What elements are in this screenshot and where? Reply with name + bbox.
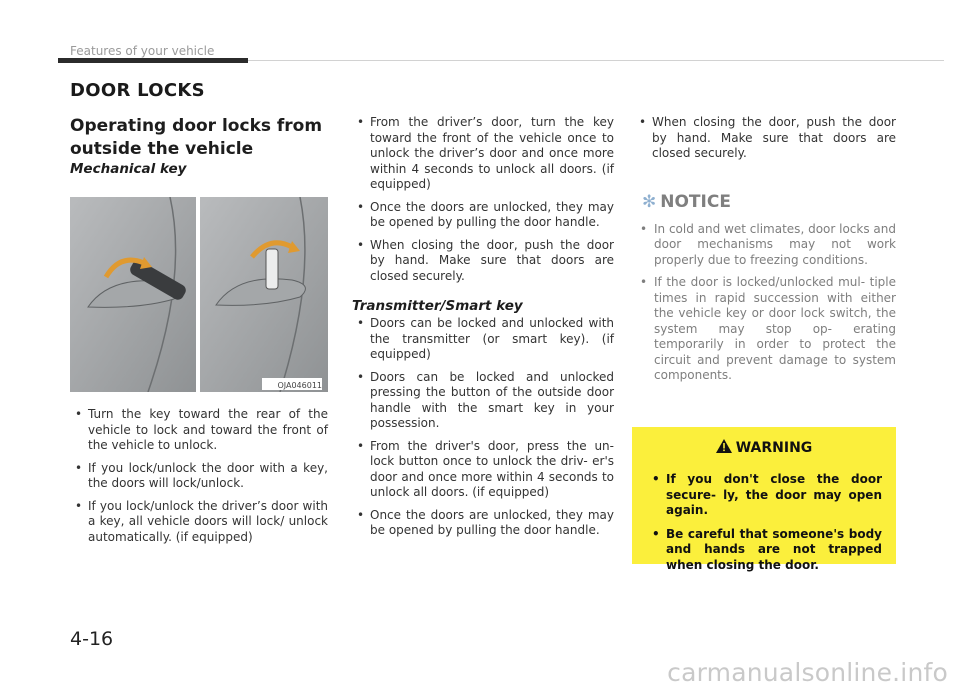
subheading-mechanical-key: Mechanical key [70, 161, 187, 177]
list-item: • In cold and wet climates, door locks and door mechanisms may not work properly due to freezing conditions. [640, 221, 896, 267]
column-3 [634, 115, 896, 391]
list-item: • Turn the key toward the rear of the vehicle to lock and toward the front of the vehicle to unlock. [75, 407, 328, 452]
subheading-transmitter: Transmitter/Smart key [352, 298, 523, 314]
list-item: • From the driver's door, press the un- lock button once to unlock the driv- er's door and once more within 4 seconds to unlock all doors. (if equipped) [357, 438, 614, 499]
watermark: carmanualsonline.info [667, 658, 948, 687]
list-item: • From the driver’s door, turn the key toward the front of the vehicle once to unlock the driver’s door and once more within 4 seconds to unlock all doors. (if equipped) [357, 115, 614, 191]
section-heading: Operating door locks from outside the vehicle [70, 116, 323, 159]
list-item: • Doors can be locked and unlocked with the transmitter (or smart key). (if equipped) [357, 316, 614, 361]
list-item: • If you don't close the door secure- ly, the door may open again. [652, 472, 882, 517]
list-item: • Doors can be locked and unlocked pressing the button of the outside door handle with the smart key in your possession. [357, 369, 614, 430]
list-item: • Once the doors are unlocked, they may be opened by pulling the door handle. [357, 199, 614, 229]
warning-box [632, 427, 896, 572]
page-title: DOOR LOCKS [70, 80, 205, 101]
section-header: Features of your vehicle [70, 44, 215, 58]
list-item: • When closing the door, push the door by hand. Make sure that doors are closed securely. [357, 237, 614, 283]
column-1 [70, 115, 328, 552]
list-item: • If you lock/unlock the driver’s door with a key, all vehicle doors will lock/ unlock automatically. (if equipped) [75, 498, 328, 544]
list-item: • If the door is locked/unlocked mul- tiple times in rapid succession with either the vehicle key or door lock switch, the system may stop op- erating temporarily in order to protect the circuit and prevent damage to system components. [640, 275, 896, 382]
header-accent-bar [58, 58, 248, 63]
column-2 [352, 115, 614, 546]
notice-title: NOTICE [660, 191, 731, 212]
image-code: OJA046011 [277, 381, 322, 390]
notice-box [634, 192, 896, 384]
warning-triangle-icon [716, 439, 732, 453]
list-item: • If you lock/unlock the door with a key, the doors will lock/unlock. [75, 460, 328, 490]
door-key-illustration [70, 197, 328, 392]
notice-star-icon: ✻ [642, 191, 657, 212]
list-item: • Be careful that someone's body and hands are not trapped when closing the door. [652, 526, 882, 572]
list-item: • Once the doors are unlocked, they may be opened by pulling the door handle. [357, 507, 614, 537]
list-item: • When closing the door, push the door by hand. Make sure that doors are closed securely. [639, 115, 896, 160]
warning-title: WARNING [735, 440, 813, 456]
page-number: 4-16 [70, 628, 114, 650]
key-illustration [70, 197, 328, 407]
